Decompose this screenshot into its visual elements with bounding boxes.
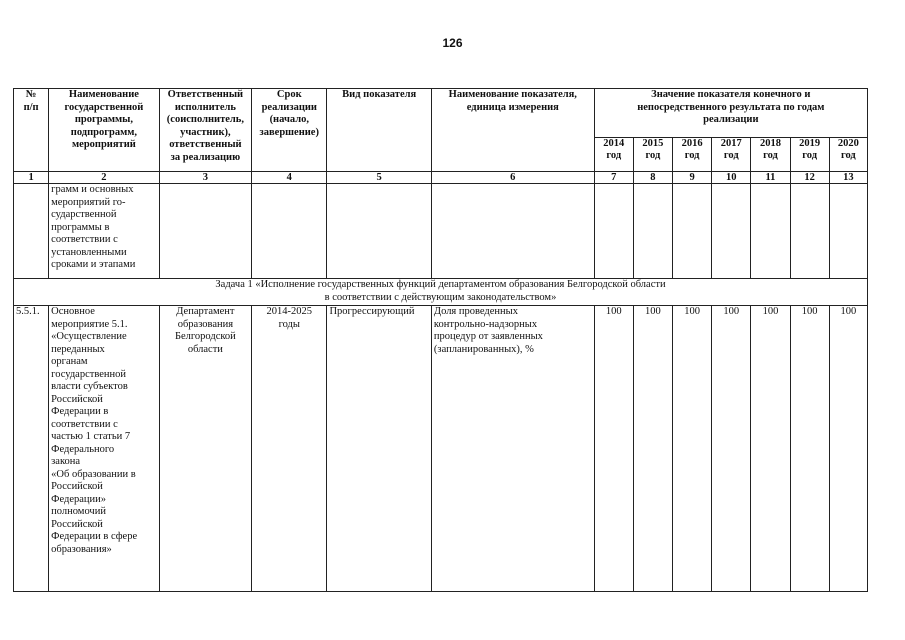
column-numbers-row [14,172,868,184]
column-number: 4 [252,172,327,184]
header-period: Срок реализации (начало, завершение) [252,89,327,172]
task-row [14,279,868,306]
row-value-2019: 100 [790,306,829,592]
row-number: 5.5.1. [14,306,49,592]
row-value-2017: 100 [712,306,751,592]
table-row [14,306,868,592]
row-program-name: Основное мероприятие 5.1. «Осуществление переданных органам государственной власти субъектов Российской Федерации в соответствии с частью 1 статьи 7 Федерального закона «Об образовании в Российской Федерации» полномочий Российской Федерации в сфере образования» [49,306,160,592]
row-executor: Департамент образования Белгородской области [159,306,251,592]
header-year-2020: 2020 год [829,137,867,171]
column-number: 10 [712,172,751,184]
row-value-2014: 100 [594,306,633,592]
header-indicator-name: Наименование показателя, единица измерения [431,89,594,172]
continuation-row [14,184,868,279]
header-number: № п/п [14,89,49,172]
header-indicator-type: Вид показателя [327,89,431,172]
row-value-2018: 100 [751,306,790,592]
column-number: 8 [633,172,672,184]
row-value-2016: 100 [673,306,712,592]
task-heading: Задача 1 «Исполнение государственных функций департаментом образования Белгородской области в соответствии с действующим законодательством» [14,279,868,306]
page-number: 126 [442,36,463,50]
header-program-name: Наименование государственной программы, подпрограмм, мероприятий [49,89,160,172]
column-number: 13 [829,172,867,184]
column-number: 12 [790,172,829,184]
header-year-2019: 2019 год [790,137,829,171]
column-number: 7 [594,172,633,184]
program-table [13,88,868,592]
column-number: 5 [327,172,431,184]
row-indicator-name: Доля проведенных контрольно-надзорных процедур от заявленных (запланированных), % [431,306,594,592]
row-value-2020: 100 [829,306,867,592]
header-values-group: Значение показателя конечного и непосредственного результата по годам реализации [594,89,867,138]
continuation-text: грамм и основных мероприятий го- сударственной программы в соответствии с установленными сроками и этапами [49,184,160,279]
row-period: 2014-2025 годы [252,306,327,592]
header-year-2017: 2017 год [712,137,751,171]
row-value-2015: 100 [633,306,672,592]
header-year-2015: 2015 год [633,137,672,171]
header-year-2014: 2014 год [594,137,633,171]
column-number: 2 [49,172,160,184]
header-year-2016: 2016 год [673,137,712,171]
header-executor: Ответственный исполнитель (соисполнитель, участник), ответственный за реализацию [159,89,251,172]
column-number: 11 [751,172,790,184]
column-number: 3 [159,172,251,184]
column-number: 6 [431,172,594,184]
row-indicator-type: Прогрессирующий [327,306,431,592]
column-number: 1 [14,172,49,184]
header-year-2018: 2018 год [751,137,790,171]
column-number: 9 [673,172,712,184]
